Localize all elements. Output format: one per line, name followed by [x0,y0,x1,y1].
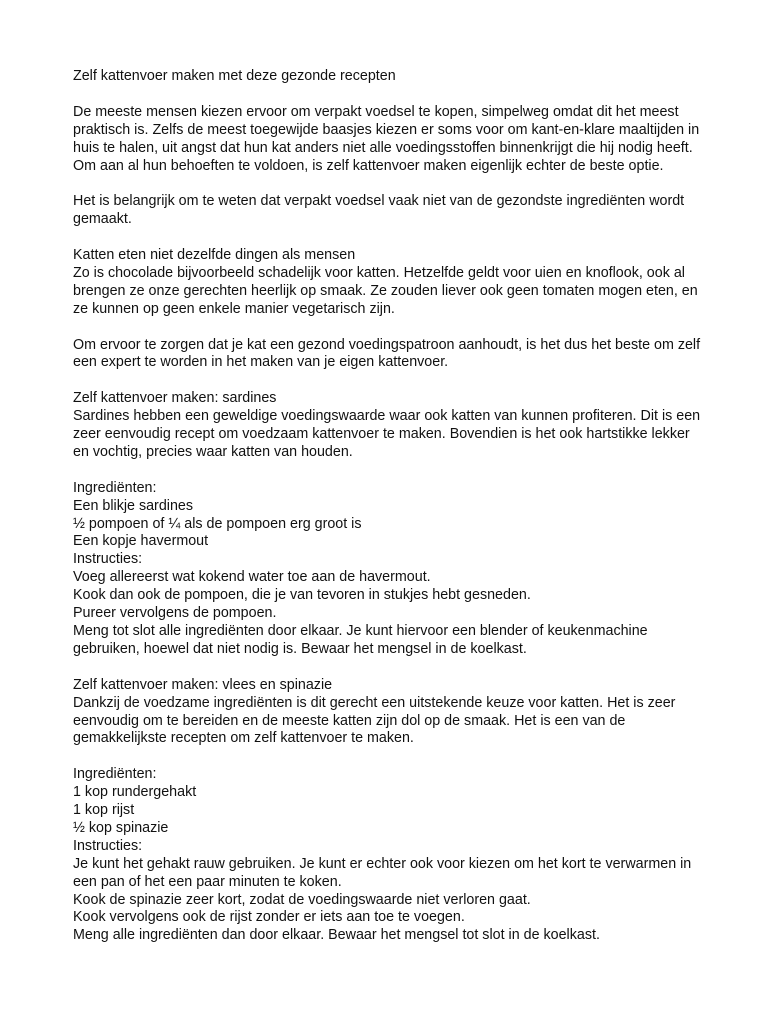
text-line: Kook vervolgens ook de rijst zonder er iets aan toe te voegen. [73,909,465,926]
text-line: gebruiken, hoewel dat niet nodig is. Bewaar het mengsel in de koelkast. [73,640,527,657]
text-line: Instructies: [73,837,143,854]
paragraph [73,193,733,229]
paragraph [73,337,733,373]
text-line: ½ kop spinazie [73,819,169,836]
text-line: Ingrediënten: [73,766,157,783]
text-line: Zelf kattenvoer maken: sardines [73,390,277,407]
paragraph [73,104,733,176]
paragraph [73,68,733,86]
text-line: Een kopje havermout [73,533,209,550]
text-line: 1 kop rundergehakt [73,784,197,801]
paragraph [73,677,733,749]
text-line: 1 kop rijst [73,802,135,819]
text-line: Een blikje sardines [73,497,194,514]
text-line: Het is belangrijk om te weten dat verpakt voedsel vaak niet van de gezondste ingrediënten wordt [73,193,685,210]
text-line: Om ervoor te zorgen dat je kat een gezond voedingspatroon aanhoudt, is het dus het beste om zelf [73,336,701,353]
text-line: een pan of het een paar minuten te koken. [73,873,342,890]
text-line: Instructies: [73,551,143,568]
text-line: ½ pompoen of ¼ als de pompoen erg groot is [73,515,362,532]
text-line: Sardines hebben een geweldige voedingswaarde waar ook katten van kunnen profiteren. Dit is een [73,408,701,425]
text-line: Meng tot slot alle ingrediënten door elkaar. Je kunt hiervoor een blender of keukenmachine [73,623,648,639]
paragraph [73,390,733,462]
paragraph [73,480,733,659]
text-line: gemakkelijkste recepten om zelf kattenvoer te maken. [73,730,414,747]
text-line: zeer eenvoudig recept om voedzaam kattenvoer te maken. Bovendien is het ook hartstikke lekker [73,426,690,443]
text-line: een expert te worden in het maken van je eigen kattenvoer. [73,354,449,371]
paragraph [73,247,733,319]
text-line: Dankzij de voedzame ingrediënten is dit gerecht een uitstekende keuze voor katten. Het is zeer [73,694,676,711]
text-line: Zelf kattenvoer maken met deze gezonde recepten [73,68,396,84]
text-line: en vochtig, precies waar katten van houden. [73,443,353,460]
text-line: huis te halen, uit angst dat hun kat anders niet alle voedingsstoffen binnenkrijgt die hij nodig heeft. [73,139,693,156]
text-line: eenvoudig om te bereiden en de meeste katten zijn dol op de smaak. Het is een van de [73,712,626,729]
text-line: Ingrediënten: [73,479,157,496]
text-line: brengen ze onze gerechten heerlijk op smaak. Ze zouden liever ook geen tomaten mogen eten, en [73,282,698,299]
text-line: praktisch is. Zelfs de meest toegewijde baasjes kiezen er soms voor om kant-en-klare maaltijden in [73,121,700,138]
text-line: De meeste mensen kiezen ervoor om verpakt voedsel te kopen, simpelweg omdat dit het meest [73,103,679,120]
document-page [73,68,733,963]
text-line: gemaakt. [73,211,132,228]
text-line: Voeg allereerst wat kokend water toe aan de havermout. [73,569,431,586]
text-line: ze kunnen op geen enkele manier vegetarisch zijn. [73,300,395,317]
text-line: Pureer vervolgens de pompoen. [73,605,277,622]
text-line: Kook dan ook de pompoen, die je van tevoren in stukjes hebt gesneden. [73,587,531,604]
text-line: Meng alle ingrediënten dan door elkaar. Bewaar het mengsel tot slot in de koelkast. [73,927,600,944]
text-line: Zo is chocolade bijvoorbeeld schadelijk voor katten. Hetzelfde geldt voor uien en knoflook, ook al [73,264,685,281]
paragraph [73,766,733,945]
text-line: Katten eten niet dezelfde dingen als mensen [73,247,356,264]
text-line: Kook de spinazie zeer kort, zodat de voedingswaarde niet verloren gaat. [73,891,531,908]
text-line: Zelf kattenvoer maken: vlees en spinazie [73,676,333,693]
text-line: Je kunt het gehakt rauw gebruiken. Je kunt er echter ook voor kiezen om het kort te verwarmen in [73,855,692,872]
text-line: Om aan al hun behoeften te voldoen, is zelf kattenvoer maken eigenlijk echter de beste optie. [73,157,664,174]
